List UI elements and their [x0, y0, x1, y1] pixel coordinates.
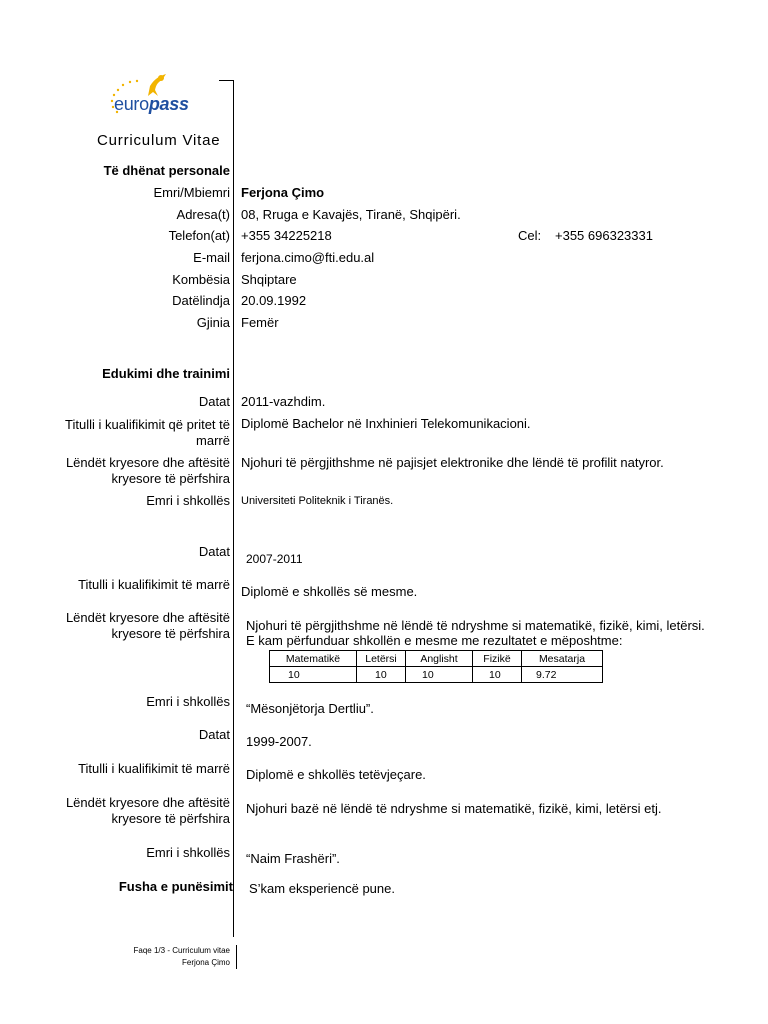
email-value[interactable]: ferjona.cimo@fti.edu.al [241, 250, 375, 265]
section-education-heading: Edukimi dhe trainimi [102, 366, 230, 381]
hs-dates-value: 2007-2011 [246, 552, 303, 566]
footer-name: Ferjona Çimo [181, 958, 230, 967]
section-personal-heading: Të dhënat personale [103, 163, 230, 178]
hs-subj-label-line1: Lëndët kryesore dhe aftësitë [65, 610, 230, 625]
cel-label: Cel: [518, 228, 542, 243]
uni-subj-value: Njohuri të përgjithshme në pajisjet elektronike dhe lëndë të profilit natyror. [241, 455, 664, 470]
prim-subj-value: Njohuri bazë në lëndë të ndryshme si matematikë, fizikë, kimi, letërsi etj. [246, 801, 662, 816]
nationality-label: Kombësia [172, 272, 230, 287]
grades-value-cell: 10 [357, 667, 406, 683]
prim-dates-label: Datat [198, 727, 230, 742]
uni-qual-label-line2: marrë [196, 433, 230, 448]
prim-subj-label-line1: Lëndët kryesore dhe aftësitë [65, 795, 230, 810]
hs-school-label: Emri i shkollës [146, 694, 230, 709]
divider-tick [219, 80, 234, 81]
birth-value: 20.09.1992 [241, 293, 307, 308]
employment-value: S’kam eksperiencë pune. [249, 881, 395, 896]
hs-qual-value: Diplomë e shkollës së mesme. [241, 584, 418, 599]
phone-value: +355 34225218 [241, 228, 332, 243]
phone-label: Telefon(at) [168, 228, 230, 243]
email-label: E-mail [193, 250, 230, 265]
uni-subj-label-line1: Lëndët kryesore dhe aftësitë [65, 455, 230, 470]
prim-school-value: “Naim Frashëri”. [246, 851, 340, 866]
address-value: 08, Rruga e Kavajës, Tiranë, Shqipëri. [241, 207, 461, 222]
hs-qual-label: Titulli i kualifikimit të marrë [78, 577, 230, 592]
cel-value: +355 696323331 [555, 228, 653, 243]
section-employment-heading: Fusha e punësimit [118, 879, 233, 894]
cv-title: Curriculum Vitae [97, 132, 221, 149]
address-label: Adresa(t) [176, 207, 230, 222]
name-label: Emri/Mbiemri [153, 185, 230, 200]
uni-qual-value: Diplomë Bachelor në Inxhinieri Telekomunikacioni. [241, 416, 531, 431]
uni-dates-label: Datat [198, 394, 230, 409]
uni-school-label: Emri i shkollës [146, 493, 230, 508]
grades-value-cell: 10 [270, 667, 357, 683]
birth-label: Datëlindja [172, 293, 230, 308]
nationality-value: Shqiptare [241, 272, 297, 287]
prim-qual-value: Diplomë e shkollës tetëvjeçare. [246, 767, 426, 782]
grades-header-cell: Mesatarja [522, 651, 603, 667]
hs-subj-value-line1: Njohuri të përgjithshme në lëndë të ndryshme si matematikë, fizikë, kimi, letërsi. [246, 618, 705, 633]
grades-header-row [270, 651, 603, 667]
grades-table [269, 650, 603, 683]
grades-value-cell: 9.72 [522, 667, 603, 683]
footer-divider [236, 945, 237, 969]
hs-dates-label: Datat [198, 544, 230, 559]
europass-logo: europass [114, 94, 189, 114]
grades-value-cell: 10 [406, 667, 473, 683]
prim-subj-label-line2: kryesore të përfshira [111, 811, 230, 826]
grades-header-cell: Matematikë [270, 651, 357, 667]
grades-header-cell: Letërsi [357, 651, 406, 667]
grades-value-row [270, 667, 603, 683]
grades-header-cell: Anglisht [406, 651, 473, 667]
hs-school-value: “Mësonjëtorja Dertliu”. [246, 701, 374, 716]
prim-dates-value: 1999-2007. [246, 734, 312, 749]
prim-qual-label: Titulli i kualifikimit të marrë [78, 761, 230, 776]
grades-value-cell: 10 [473, 667, 522, 683]
gender-value: Femër [241, 315, 279, 330]
footer-page-info: Faqe 1/3 - Curriculum vitae [133, 946, 230, 955]
uni-dates-value: 2011-vazhdim. [241, 394, 326, 409]
uni-qual-label-line1: Titulli i kualifikimit që pritet të [65, 417, 230, 432]
gender-label: Gjinia [196, 315, 230, 330]
prim-school-label: Emri i shkollës [146, 845, 230, 860]
grades-header-cell: Fizikë [473, 651, 522, 667]
name-value: Ferjona Çimo [241, 185, 325, 200]
hs-subj-label-line2: kryesore të përfshira [111, 626, 230, 641]
uni-subj-label-line2: kryesore të përfshira [111, 471, 230, 486]
uni-school-value: Universiteti Politeknik i Tiranës. [241, 495, 394, 507]
hs-subj-value-line2: E kam përfunduar shkollën e mesme me rezultatet e mëposhtme: [246, 633, 623, 648]
column-divider [233, 80, 234, 937]
